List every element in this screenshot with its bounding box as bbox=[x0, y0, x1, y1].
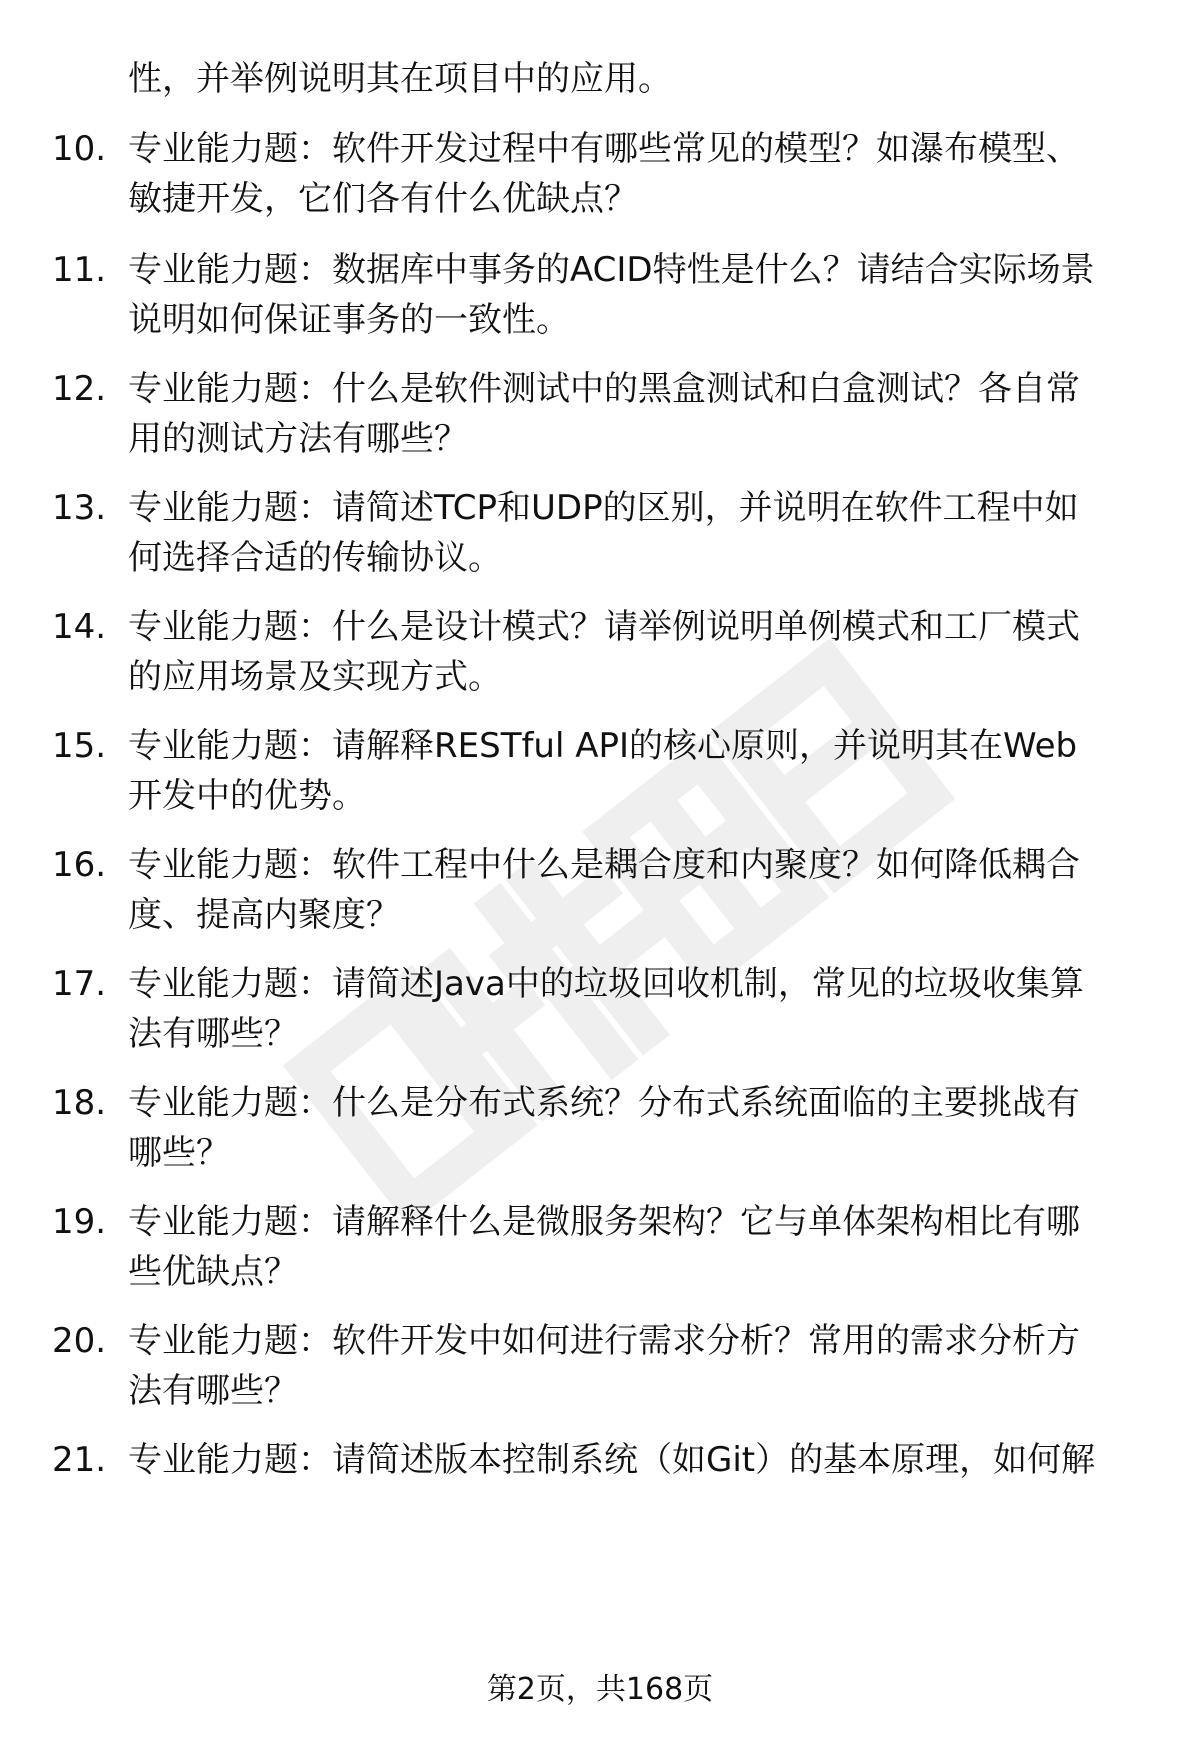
question-text-line: 专业能力题：请解释什么是微服务架构？它与单体架构相比有哪 bbox=[128, 1202, 1080, 1242]
question-number: 15. bbox=[52, 726, 107, 766]
question-text-line: 专业能力题：请解释RESTful API的核心原则，并说明其在Web bbox=[128, 726, 1078, 766]
list-item bbox=[0, 1197, 1200, 1307]
question-text-line: 专业能力题：软件工程中什么是耦合度和内聚度？如何降低耦合 bbox=[128, 845, 1080, 885]
question-number: 10. bbox=[52, 129, 107, 169]
list-item bbox=[0, 1435, 1200, 1545]
list-item bbox=[0, 483, 1200, 593]
list-item bbox=[0, 959, 1200, 1069]
question-text-line: 法有哪些？ bbox=[128, 1371, 298, 1411]
question-text-line: 用的测试方法有哪些？ bbox=[128, 419, 468, 459]
question-number: 17. bbox=[52, 964, 107, 1004]
list-item bbox=[0, 602, 1200, 712]
question-text-line: 专业能力题：什么是软件测试中的黑盒测试和白盒测试？各自常 bbox=[128, 369, 1080, 409]
question-text-line: 度、提高内聚度？ bbox=[128, 895, 400, 935]
question-text-line: 说明如何保证事务的一致性。 bbox=[128, 300, 570, 340]
question-text-line: 专业能力题：软件开发中如何进行需求分析？常用的需求分析方 bbox=[128, 1321, 1080, 1361]
page-footer: 第2页，共168页 bbox=[486, 1672, 714, 1707]
question-number: 18. bbox=[52, 1083, 107, 1123]
list-item bbox=[0, 1316, 1200, 1426]
question-text-line: 的应用场景及实现方式。 bbox=[128, 657, 502, 697]
question-text-line: 开发中的优势。 bbox=[128, 776, 366, 816]
question-text-line: 专业能力题：请简述TCP和UDP的区别，并说明在软件工程中如 bbox=[128, 488, 1079, 528]
question-text-line: 专业能力题：请简述版本控制系统（如Git）的基本原理，如何解 bbox=[128, 1440, 1096, 1480]
question-number: 19. bbox=[52, 1202, 107, 1242]
list-item bbox=[0, 124, 1200, 234]
question-text-line: 些优缺点？ bbox=[128, 1252, 298, 1292]
question-text-line: 专业能力题：软件开发过程中有哪些常见的模型？如瀑布模型、 bbox=[128, 129, 1080, 169]
question-number: 11. bbox=[52, 250, 107, 290]
question-text-line: 敏捷开发，它们各有什么优缺点？ bbox=[128, 179, 638, 219]
question-number: 16. bbox=[52, 845, 107, 885]
question-number: 12. bbox=[52, 369, 107, 409]
question-text-line: 专业能力题：什么是设计模式？请举例说明单例模式和工厂模式 bbox=[128, 607, 1080, 647]
question-text-line: 专业能力题：请简述Java中的垃圾回收机制，常见的垃圾收集算 bbox=[128, 964, 1084, 1004]
question-text-line: 专业能力题：数据库中事务的ACID特性是什么？请结合实际场景 bbox=[128, 250, 1095, 290]
question-text-line: 哪些？ bbox=[128, 1133, 230, 1173]
list-item bbox=[0, 1078, 1200, 1188]
list-item bbox=[0, 364, 1200, 474]
list-item bbox=[0, 840, 1200, 950]
question-number: 20. bbox=[52, 1321, 107, 1361]
question-number: 21. bbox=[52, 1440, 107, 1480]
list-item bbox=[0, 245, 1200, 355]
question-number: 13. bbox=[52, 488, 107, 528]
question-text-line: 专业能力题：什么是分布式系统？分布式系统面临的主要挑战有 bbox=[128, 1083, 1080, 1123]
question-text-line: 法有哪些？ bbox=[128, 1014, 298, 1054]
continuation-text: 性，并举例说明其在项目中的应用。 bbox=[128, 59, 672, 99]
list-item bbox=[0, 721, 1200, 831]
question-number: 14. bbox=[52, 607, 107, 647]
question-text-line: 何选择合适的传输协议。 bbox=[128, 538, 502, 578]
